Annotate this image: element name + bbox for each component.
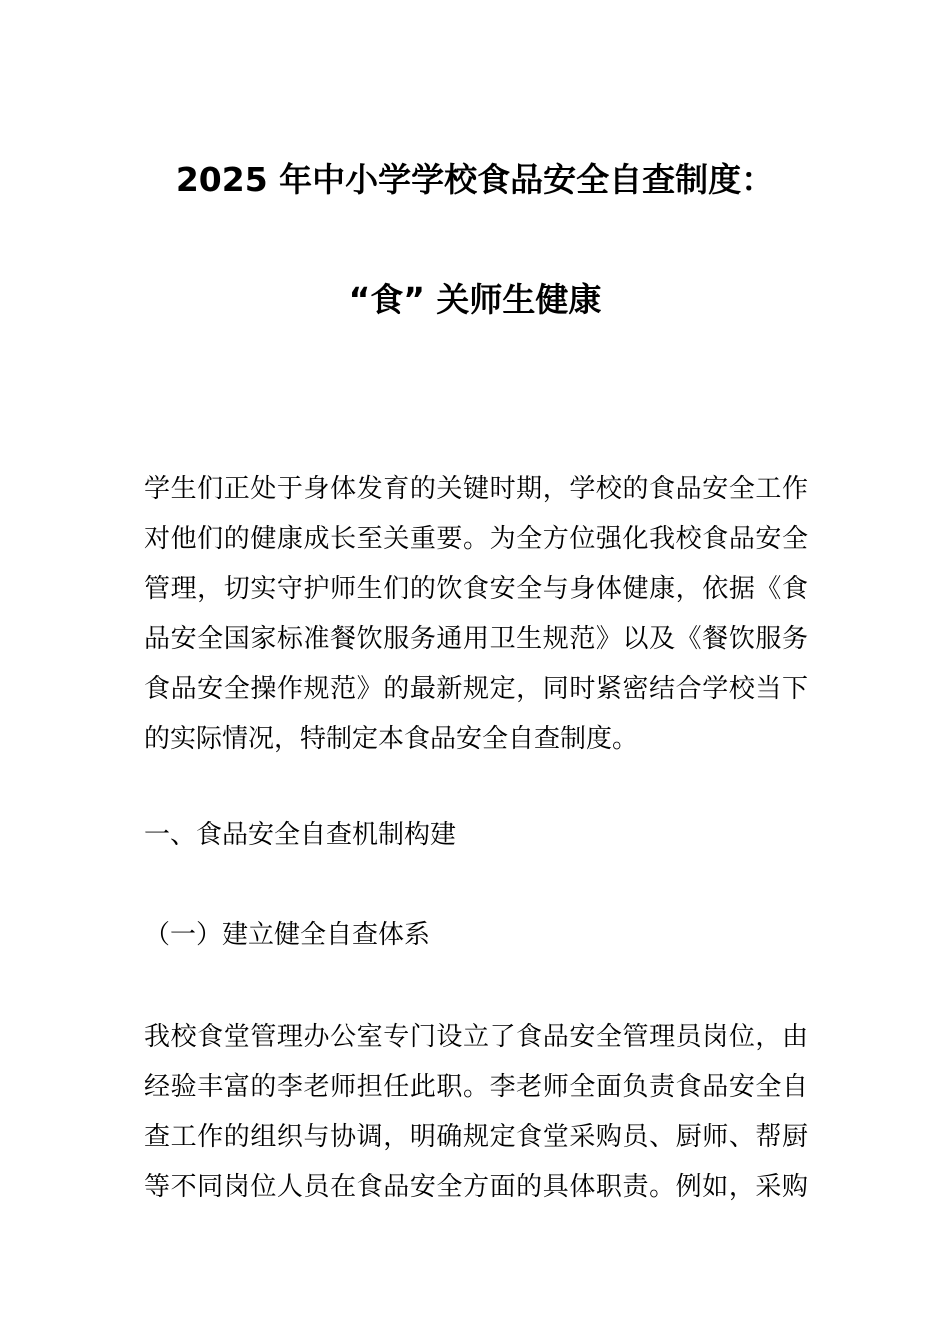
section-line: 查工作的组织与协调，明确规定食堂采购员、厨师、帮厨 [144,1122,808,1152]
section-line: 我校食堂管理办公室专门设立了食品安全管理员岗位，由 [144,1022,808,1052]
section-line: 等不同岗位人员在食品安全方面的具体职责。例如，采购 [144,1172,808,1202]
section-heading [144,810,808,860]
section-paragraph [144,1012,808,1212]
intro-line: 管理，切实守护师生们的饮食安全与身体健康，依据《食 [144,574,808,604]
intro-line: 食品安全操作规范》的最新规定，同时紧密结合学校当下 [144,674,808,704]
section-line: 经验丰富的李老师担任此职。李老师全面负责食品安全自 [144,1072,808,1102]
intro-line: 对他们的健康成长至关重要。为全方位强化我校食品安全 [144,524,808,554]
subsection-heading-text: （一）建立健全自查体系 [144,920,431,950]
subsection-heading [144,910,808,960]
section-heading-text: 一、食品安全自查机制构建 [144,820,457,850]
intro-line: 学生们正处于身体发育的关键时期，学校的食品安全工作 [144,474,808,504]
intro-line: 的实际情况，特制定本食品安全自查制度。 [144,724,639,754]
document-title-line-2: “食” 关师生健康 [348,280,602,319]
intro-paragraph [144,464,808,764]
intro-line: 品安全国家标准餐饮服务通用卫生规范》以及《餐饮服务 [144,624,808,654]
document-title-line-1: 2025 年中小学学校食品安全自查制度： [175,160,775,199]
